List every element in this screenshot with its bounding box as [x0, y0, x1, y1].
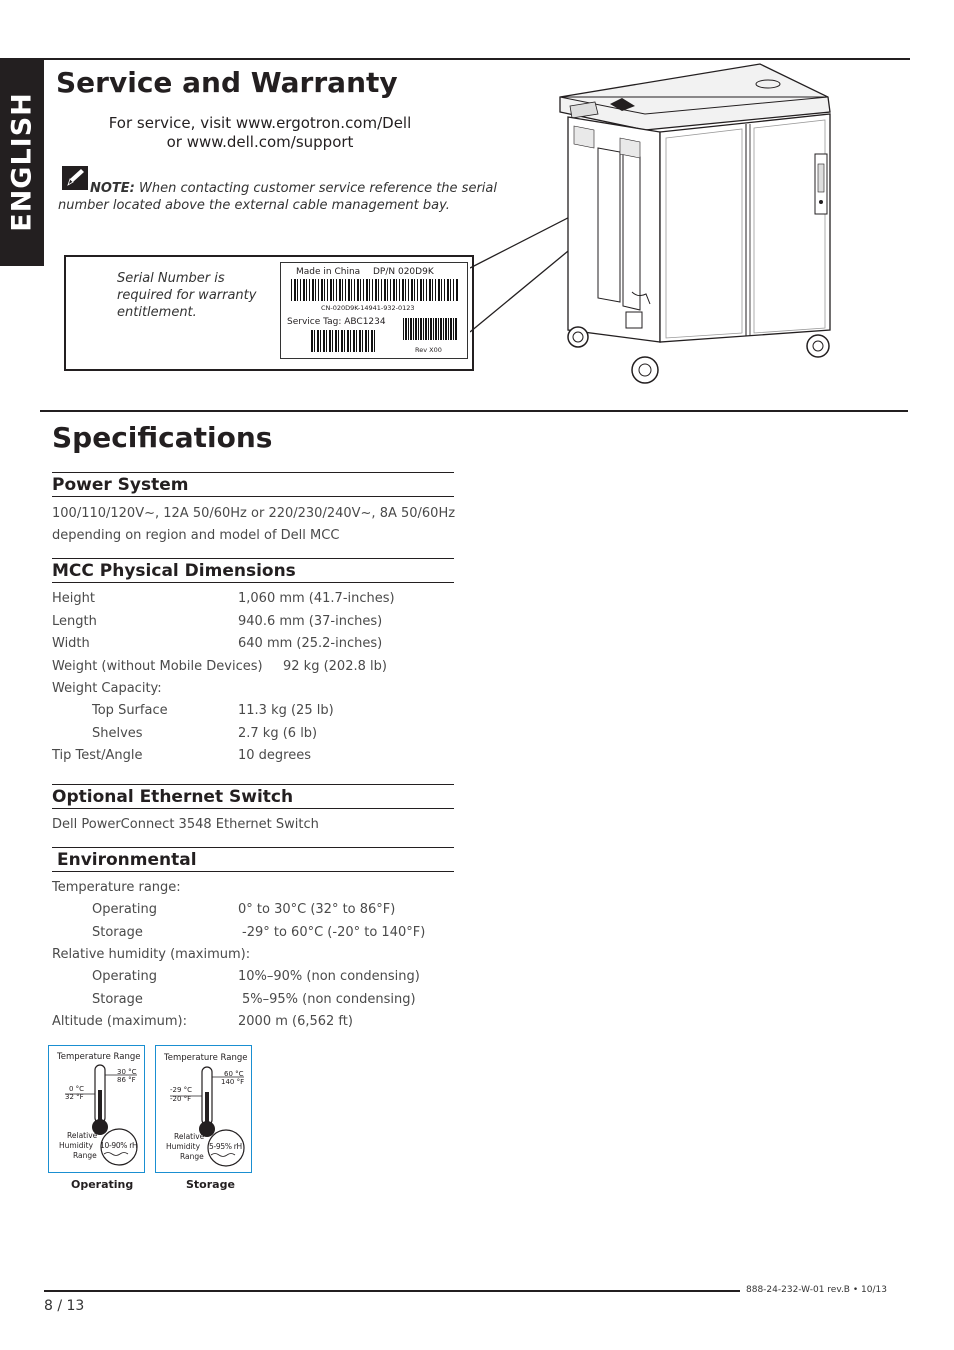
- storage-range-title: Temperature Range: [164, 1053, 248, 1063]
- env-humidity-label: Relative humidity (maximum):: [52, 947, 251, 962]
- operating-rh-3: Range: [73, 1151, 97, 1160]
- service-url-line-1: For service, visit www.ergotron.com/Dell: [108, 114, 412, 132]
- operating-hi-c: 30 °C: [117, 1068, 137, 1076]
- dim-weight-value: 92 kg (202.8 lb): [283, 659, 387, 674]
- label-service-tag: Service Tag: ABC1234: [287, 317, 386, 327]
- label-rev: Rev X00: [415, 346, 442, 354]
- barcode-1: [291, 279, 459, 301]
- dim-capacity-label: Weight Capacity:: [52, 681, 162, 696]
- env-altitude-label: Altitude (maximum):: [52, 1014, 187, 1029]
- footer-doc-code: 888-24-232-W-01 rev.B • 10/13: [746, 1285, 887, 1295]
- operating-range-graphic: [48, 1045, 145, 1173]
- dim-height-label: Height: [52, 591, 95, 606]
- power-system-heading: Power System: [52, 472, 454, 497]
- env-humidity-operating-label: Operating: [92, 969, 157, 984]
- operating-lo-f: 32 °F: [65, 1093, 84, 1101]
- note-text: [58, 180, 508, 214]
- storage-hi-c: 60 °C: [224, 1070, 244, 1078]
- env-temp-storage-label: Storage: [92, 925, 143, 940]
- operating-rh-value: 10-90% rH: [100, 1141, 138, 1150]
- dim-shelves-value: 2.7 kg (6 lb): [238, 726, 318, 741]
- cart-illustration: [470, 62, 855, 392]
- storage-range-graphic: [155, 1045, 252, 1173]
- operating-caption: Operating: [71, 1178, 134, 1191]
- service-tag-label: [280, 262, 468, 359]
- dim-top-surface-value: 11.3 kg (25 lb): [238, 703, 334, 718]
- barcode-2: [403, 318, 457, 340]
- language-tab: [0, 58, 44, 266]
- env-altitude-value: 2000 m (6,562 ft): [238, 1014, 353, 1029]
- ethernet-heading: Optional Ethernet Switch: [52, 784, 454, 809]
- dim-width-value: 640 mm (25.2-inches): [238, 636, 383, 651]
- dimensions-heading: MCC Physical Dimensions: [52, 558, 454, 583]
- storage-rh-value: 5-95% rH: [209, 1142, 242, 1151]
- storage-lo-c: -29 °C: [170, 1086, 193, 1094]
- service-title: Service and Warranty: [56, 66, 398, 99]
- dim-top-surface-label: Top Surface: [92, 703, 168, 718]
- environmental-heading: Environmental: [52, 847, 454, 872]
- storage-rh-1: Relative: [174, 1132, 205, 1141]
- power-system-text: 100/110/120V~, 12A 50/60Hz or 220/230/240V~, 8A 50/60Hz depending on region and model of Dell MCC: [52, 506, 456, 543]
- storage-rh-3: Range: [180, 1152, 204, 1161]
- env-temp-storage-value: -29° to 60°C (-20° to 140°F): [242, 925, 426, 940]
- storage-lo-f: -20 °F: [170, 1095, 192, 1103]
- env-humidity-storage-label: Storage: [92, 992, 143, 1007]
- label-cn: CN-020D9K-14941-932-0123: [321, 304, 415, 312]
- env-temp-operating-value: 0° to 30°C (32° to 86°F): [238, 902, 396, 917]
- service-url-line-2: or www.dell.com/support: [166, 133, 354, 151]
- dim-width-label: Width: [52, 636, 90, 651]
- env-humidity-operating-value: 10%–90% (non condensing): [238, 969, 420, 984]
- operating-hi-f: 86 °F: [117, 1076, 136, 1084]
- dim-length-value: 940.6 mm (37-inches): [238, 614, 383, 629]
- operating-rh-1: Relative: [67, 1131, 98, 1140]
- language-tab-label: ENGLISH: [6, 92, 38, 232]
- dim-tip-label: Tip Test/Angle: [52, 748, 143, 763]
- env-temp-label: Temperature range:: [52, 880, 181, 895]
- footer-rule: [44, 1290, 740, 1292]
- env-temp-operating-label: Operating: [92, 902, 157, 917]
- operating-rh-2: Humidity: [59, 1141, 94, 1150]
- dim-tip-value: 10 degrees: [238, 748, 312, 763]
- section-divider: [40, 410, 908, 412]
- ethernet-text: Dell PowerConnect 3548 Ethernet Switch: [52, 817, 319, 832]
- barcode-3: [311, 330, 375, 352]
- dim-shelves-label: Shelves: [92, 726, 143, 741]
- label-made-in: Made in China: [296, 267, 361, 277]
- dim-weight-label: Weight (without Mobile Devices): [52, 659, 263, 674]
- specifications-title: Specifications: [52, 421, 273, 454]
- storage-caption: Storage: [186, 1178, 235, 1191]
- note-line-1: When contacting customer service reference the serial: [139, 181, 497, 196]
- dim-length-label: Length: [52, 614, 97, 629]
- storage-rh-2: Humidity: [166, 1142, 201, 1151]
- dim-height-value: 1,060 mm (41.7-inches): [238, 591, 395, 606]
- top-rule: [44, 58, 910, 60]
- operating-lo-c: 0 °C: [69, 1085, 85, 1093]
- label-dpn: DP/N 020D9K: [373, 267, 434, 277]
- note-label: NOTE:: [90, 181, 135, 196]
- storage-hi-f: 140 °F: [221, 1078, 245, 1086]
- env-humidity-storage-value: 5%–95% (non condensing): [242, 992, 416, 1007]
- serial-number-note: Serial Number is required for warranty entitlement.: [117, 271, 257, 320]
- page-number: 8 / 13: [44, 1298, 85, 1314]
- note-line-2: number located above the external cable management bay.: [58, 198, 450, 213]
- operating-range-title: Temperature Range: [57, 1052, 141, 1062]
